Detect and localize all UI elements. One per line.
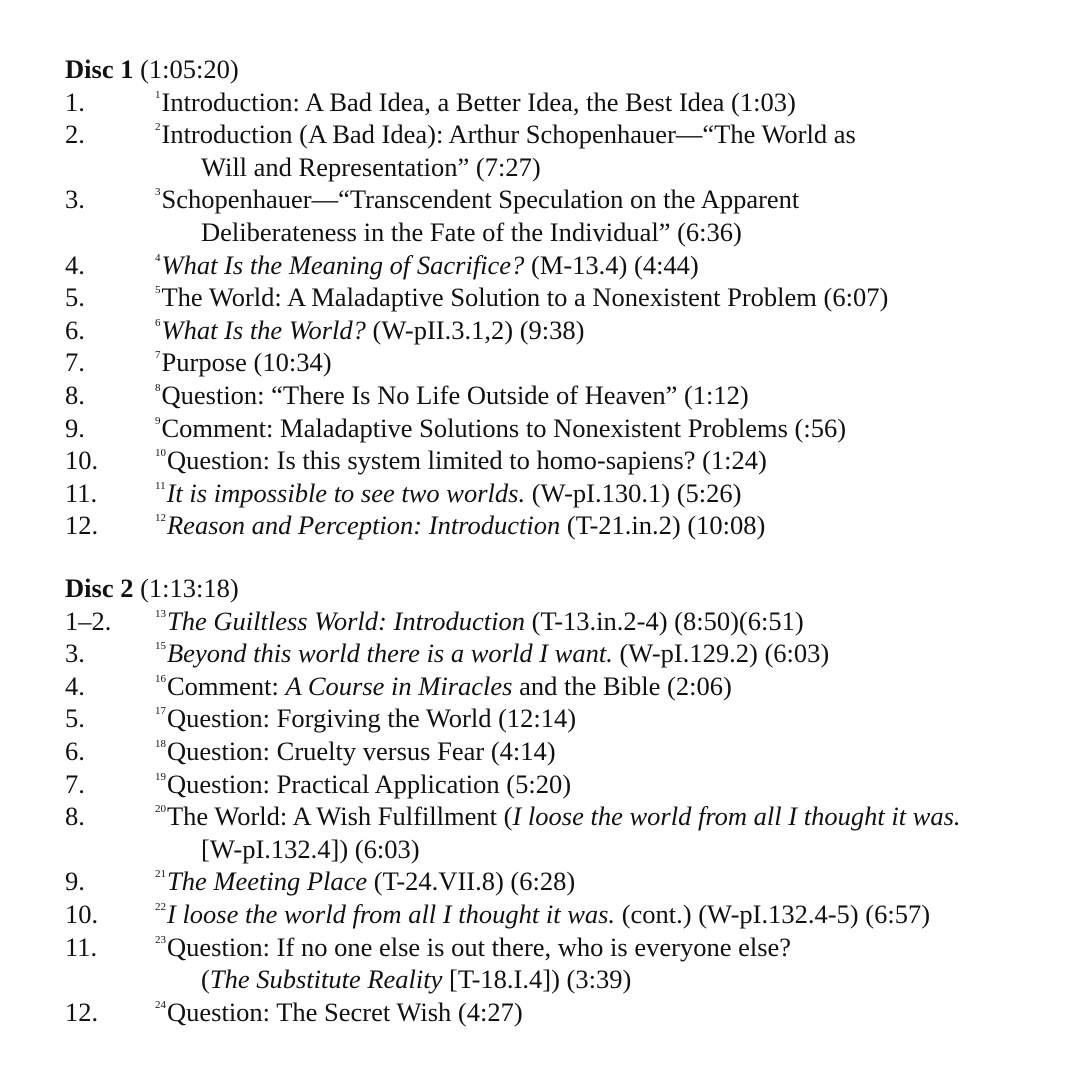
track-title-text: Purpose (10:34) <box>161 347 332 378</box>
track-number: 6. <box>65 735 85 766</box>
track-title-text: Question: If no one else is out there, who is everyone else? <box>167 931 792 962</box>
track-title <box>155 865 575 898</box>
track-title-text: Question: Cruelty versus Fear (4:14) <box>167 735 556 766</box>
track-title <box>155 379 749 412</box>
track-row <box>65 605 1065 638</box>
track-title-italic: The Meeting Place <box>167 866 368 897</box>
track-number: 10. <box>65 898 99 929</box>
track-title-italic: I loose the world from all I thought it was. <box>512 801 961 832</box>
footnote-marker: 19 <box>155 770 166 783</box>
track-row-continuation <box>65 151 1065 184</box>
track-row <box>65 637 1065 670</box>
track-number: 9. <box>65 412 85 443</box>
track-number: 4. <box>65 670 85 701</box>
footnote-marker: 6 <box>155 316 161 329</box>
track-title-text: (T-24.VII.8) (6:28) <box>367 866 576 897</box>
track-number: 12. <box>65 510 99 541</box>
track-title <box>155 898 930 931</box>
track-title-text: (W-pII.3.1,2) (9:38) <box>365 314 585 345</box>
track-number: 8. <box>65 801 85 832</box>
track-title-continuation <box>201 216 742 249</box>
track-row <box>65 118 1065 151</box>
track-title-text: Deliberateness in the Fate of the Individual” (6:36) <box>201 216 742 247</box>
track-title <box>155 412 846 445</box>
footnote-marker: 11 <box>155 479 166 492</box>
track-number: 1–2. <box>65 605 112 636</box>
track-title-italic: A Course in Miracles <box>285 670 513 701</box>
footnote-marker: 16 <box>155 672 166 685</box>
track-row <box>65 86 1065 119</box>
track-title-text: [T-18.I.4]) (3:39) <box>442 964 632 995</box>
track-row <box>65 768 1065 801</box>
track-title-text: Introduction (A Bad Idea): Arthur Schopenhauer—“The World as <box>161 119 856 150</box>
track-row-continuation <box>65 216 1065 249</box>
track-number: 6. <box>65 314 85 345</box>
track-number: 9. <box>65 866 85 897</box>
track-number: 10. <box>65 445 99 476</box>
track-title-italic: What Is the Meaning of Sacrifice? <box>161 249 525 280</box>
track-title-text: (W-pI.129.2) (6:03) <box>612 638 830 669</box>
track-row <box>65 702 1065 735</box>
track-row-continuation <box>65 963 1065 996</box>
track-title-text: Will and Representation” (7:27) <box>201 151 541 182</box>
track-title <box>155 768 571 801</box>
track-row-continuation <box>65 833 1065 866</box>
disc-2-section <box>65 572 1065 1028</box>
footnote-marker: 13 <box>155 607 166 620</box>
footnote-marker: 3 <box>155 186 161 199</box>
track-title-italic: I loose the world from all I thought it was. <box>167 898 616 929</box>
track-number: 11. <box>65 477 98 508</box>
track-title <box>155 931 791 964</box>
disc-1-heading <box>65 53 1065 86</box>
track-title-text: (cont.) (W-pI.132.4-5) (6:57) <box>615 898 931 929</box>
track-title-continuation <box>201 151 541 184</box>
track-title <box>155 118 856 151</box>
disc-2-heading <box>65 572 1065 605</box>
track-row <box>65 281 1065 314</box>
track-row <box>65 931 1065 964</box>
track-row <box>65 412 1065 445</box>
track-title-text: (W-pI.130.1) (5:26) <box>525 477 742 508</box>
footnote-marker: 1 <box>155 88 161 101</box>
track-title-text: The World: A Wish Fulfillment ( <box>167 801 513 832</box>
track-title-text: Comment: <box>167 670 286 701</box>
track-title-text: [W-pI.132.4]) (6:03) <box>201 833 420 864</box>
track-row <box>65 509 1065 542</box>
track-title <box>155 735 556 768</box>
footnote-marker: 4 <box>155 251 161 264</box>
track-row <box>65 183 1065 216</box>
track-title <box>155 444 767 477</box>
track-title-text: (T-13.in.2-4) (8:50)(6:51) <box>525 605 804 636</box>
track-number: 7. <box>65 768 85 799</box>
track-number: 8. <box>65 379 85 410</box>
track-title-text: The World: A Maladaptive Solution to a Nonexistent Problem (6:07) <box>161 282 889 313</box>
track-number: 7. <box>65 347 85 378</box>
track-title-text: Question: Is this system limited to homo-sapiens? (1:24) <box>167 445 767 476</box>
footnote-marker: 22 <box>155 900 166 913</box>
track-title <box>155 86 796 119</box>
track-title-italic: What Is the World? <box>161 314 366 345</box>
disc-1-label: Disc 1 <box>65 54 134 84</box>
track-number: 5. <box>65 282 85 313</box>
track-title-text: and the Bible (2:06) <box>512 670 732 701</box>
track-title <box>155 314 584 347</box>
track-row <box>65 346 1065 379</box>
track-title <box>155 281 888 314</box>
disc-2-label: Disc 2 <box>65 573 134 603</box>
track-row <box>65 865 1065 898</box>
track-row <box>65 670 1065 703</box>
track-title <box>155 509 765 542</box>
track-row <box>65 314 1065 347</box>
footnote-marker: 8 <box>155 381 161 394</box>
footnote-marker: 10 <box>155 447 166 460</box>
footnote-marker: 2 <box>155 121 161 134</box>
footnote-marker: 23 <box>155 933 166 946</box>
track-title <box>155 800 961 833</box>
track-title <box>155 702 576 735</box>
track-title-text: Question: “There Is No Life Outside of Heaven” (1:12) <box>161 379 749 410</box>
track-number: 4. <box>65 249 85 280</box>
track-title-text: (M-13.4) (4:44) <box>524 249 699 280</box>
track-row <box>65 379 1065 412</box>
track-row <box>65 898 1065 931</box>
track-title-text: Schopenhauer—“Transcendent Speculation on the Apparent <box>161 184 800 215</box>
track-title-italic: The Substitute Reality <box>209 964 443 995</box>
track-title-italic: Reason and Perception: Introduction <box>167 510 561 541</box>
track-row <box>65 477 1065 510</box>
track-title-text: Question: Forgiving the World (12:14) <box>167 703 577 734</box>
track-number: 3. <box>65 638 85 669</box>
track-number: 5. <box>65 703 85 734</box>
track-title-italic: The Guiltless World: Introduction <box>167 605 525 636</box>
disc-1-duration: (1:05:20) <box>140 54 239 84</box>
track-number: 12. <box>65 996 99 1027</box>
track-number: 3. <box>65 184 85 215</box>
track-number: 2. <box>65 119 85 150</box>
track-title-italic: Beyond this world there is a world I want. <box>167 638 613 669</box>
track-row <box>65 800 1065 833</box>
track-number: 11. <box>65 931 98 962</box>
footnote-marker: 18 <box>155 737 166 750</box>
track-title-text: (T-21.in.2) (10:08) <box>560 510 766 541</box>
track-title-text: Question: The Secret Wish (4:27) <box>167 996 523 1027</box>
track-number: 1. <box>65 86 85 117</box>
track-title-text: Question: Practical Application (5:20) <box>167 768 572 799</box>
track-title <box>155 605 804 638</box>
disc-2-duration: (1:13:18) <box>140 573 239 603</box>
footnote-marker: 9 <box>155 414 161 427</box>
footnote-marker: 21 <box>155 868 166 881</box>
track-title <box>155 346 332 379</box>
footnote-marker: 15 <box>155 640 166 653</box>
track-title <box>155 183 799 216</box>
track-title-text: Introduction: A Bad Idea, a Better Idea, the Best Idea (1:03) <box>161 86 796 117</box>
footnote-marker: 20 <box>155 803 166 816</box>
track-row <box>65 735 1065 768</box>
track-row <box>65 996 1065 1029</box>
footnote-marker: 5 <box>155 284 161 297</box>
track-row <box>65 249 1065 282</box>
footnote-marker: 7 <box>155 349 161 362</box>
track-title-text: ( <box>201 964 210 995</box>
track-title <box>155 477 741 510</box>
track-title <box>155 996 523 1029</box>
footnote-marker: 24 <box>155 998 166 1011</box>
track-title-italic: It is impossible to see two worlds. <box>166 477 526 508</box>
track-row <box>65 444 1065 477</box>
track-title-continuation <box>201 833 420 866</box>
track-title-text: Comment: Maladaptive Solutions to Nonexistent Problems (:56) <box>161 412 847 443</box>
track-title <box>155 637 829 670</box>
track-title <box>155 670 732 703</box>
footnote-marker: 12 <box>155 512 166 525</box>
track-title <box>155 249 699 282</box>
disc-1-section <box>65 53 1065 542</box>
footnote-marker: 17 <box>155 705 166 718</box>
track-title-continuation <box>201 963 631 996</box>
